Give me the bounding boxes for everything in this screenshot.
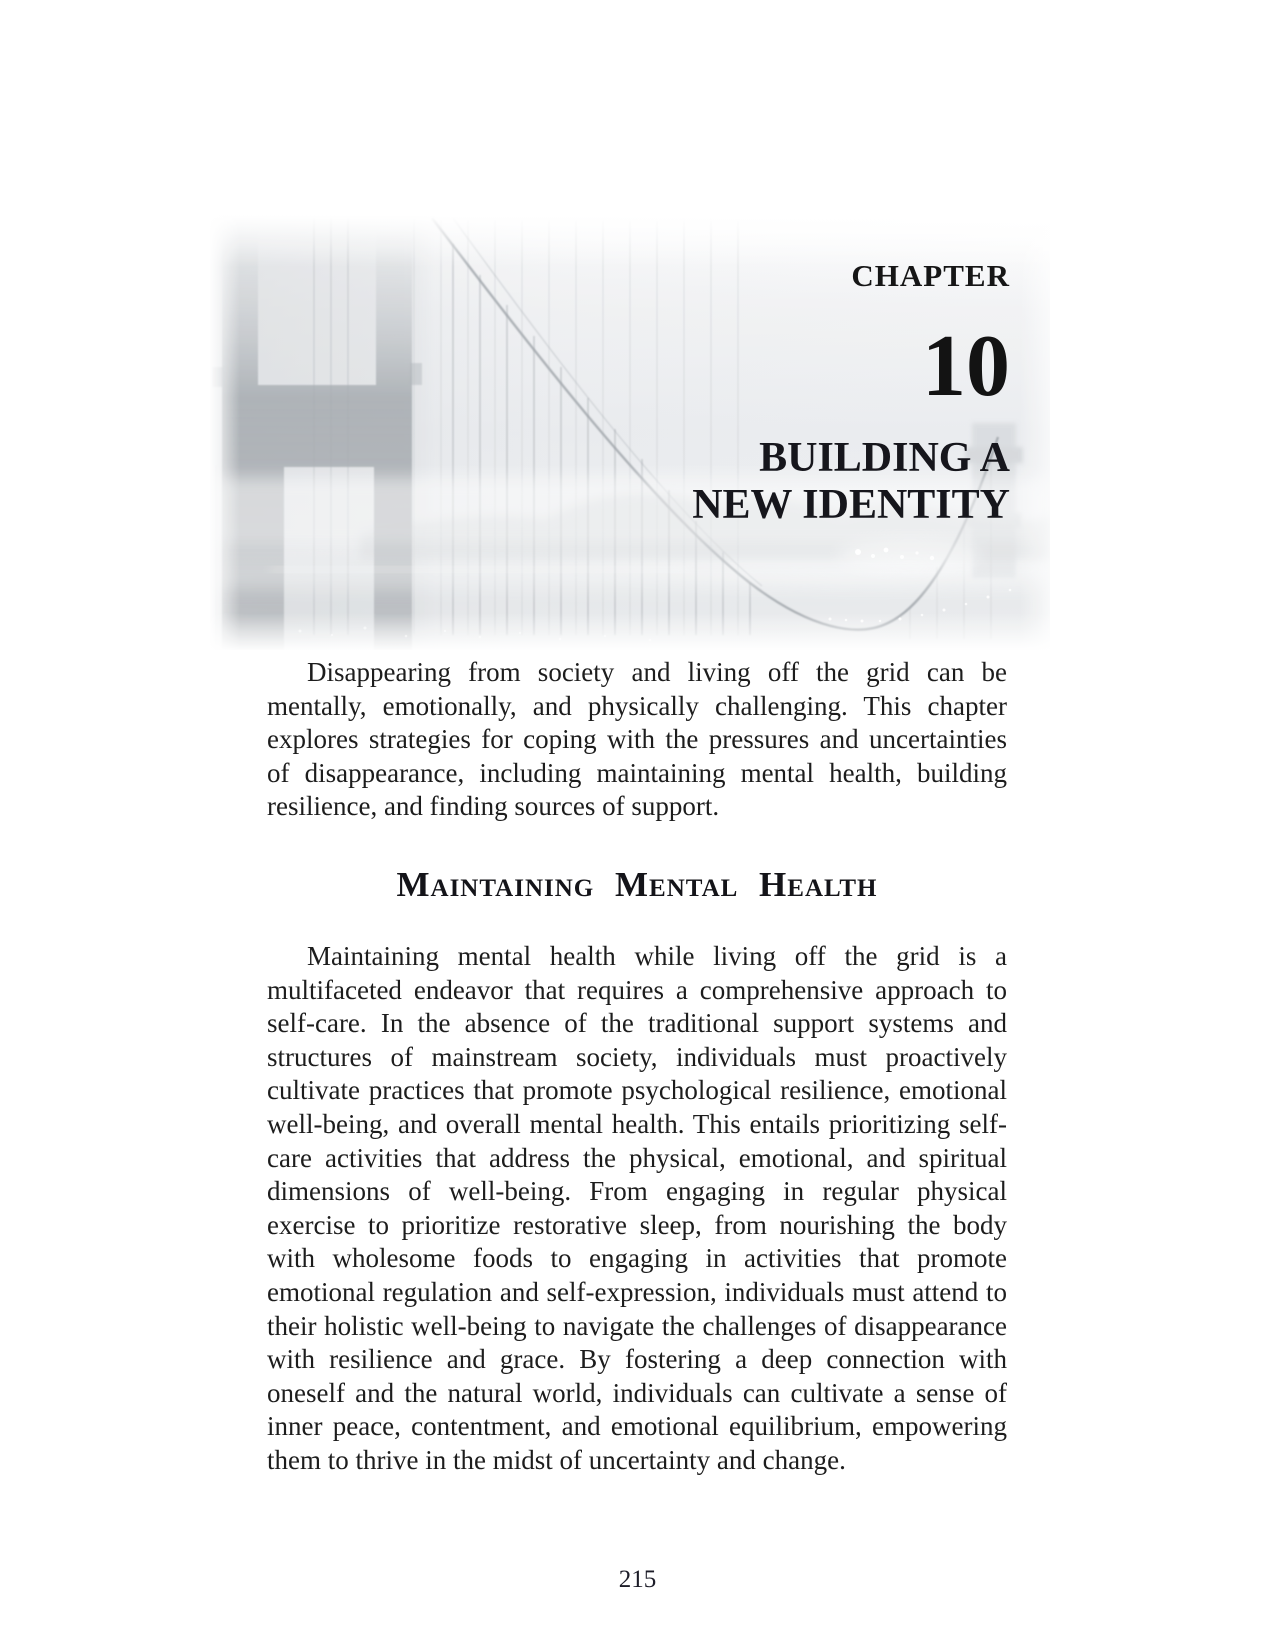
- body-text: [267, 648, 1007, 1477]
- intro-paragraph: [267, 656, 1007, 824]
- chapter-title-line2: NEW IDENTITY: [692, 482, 1010, 528]
- text-line: inner peace, contentment, and emotional equilibrium, empowering: [267, 1411, 1007, 1442]
- text-line: of disappearance, including maintaining mental health, building: [267, 757, 1007, 788]
- text-line: their holistic well-being to navigate the challenges of disappearance: [267, 1310, 1007, 1341]
- text-line: structures of mainstream society, individuals must proactively: [267, 1041, 1007, 1072]
- text-line: with wholesome foods to engaging in activities that promote: [267, 1243, 1007, 1274]
- text-line: care activities that address the physical, emotional, and spiritual: [267, 1142, 1007, 1173]
- section-heading: Maintaining Mental Health: [396, 864, 878, 904]
- text-line: self-care. In the absence of the traditional support systems and: [267, 1008, 1007, 1039]
- chapter-label: CHAPTER: [851, 258, 1010, 293]
- text-line: with resilience and grace. By fostering a deep connection with: [267, 1344, 1007, 1375]
- chapter-title: [550, 435, 1010, 529]
- text-line: Maintaining mental health while living off the grid is a: [307, 940, 1007, 971]
- body-paragraph: [267, 940, 1007, 1478]
- text-line: well-being, and overall mental health. This entails prioritizing self-: [267, 1108, 1007, 1139]
- text-line: oneself and the natural world, individuals can cultivate a sense of: [267, 1377, 1007, 1408]
- text-line: multifaceted endeavor that requires a comprehensive approach to: [267, 974, 1007, 1005]
- text-line: exercise to prioritize restorative sleep, from nourishing the body: [267, 1209, 1007, 1240]
- text-line: resilience, and finding sources of support.: [267, 791, 720, 822]
- chapter-header: [210, 215, 1050, 650]
- text-line: explores strategies for coping with the pressures and uncertainties: [267, 724, 1007, 755]
- text-line: Disappearing from society and living off the grid can be: [307, 657, 1007, 687]
- text-line: cultivate practices that promote psychological resilience, emotional: [267, 1075, 1007, 1106]
- text-line: them to thrive in the midst of uncertainty and change.: [267, 1444, 846, 1475]
- chapter-title-line1: BUILDING A: [759, 435, 1010, 481]
- text-line: dimensions of well-being. From engaging in regular physical: [267, 1176, 1007, 1207]
- chapter-number: 10: [922, 318, 1010, 415]
- page-number: 215: [618, 1566, 657, 1593]
- text-line: mentally, emotionally, and physically challenging. This chapter: [267, 690, 1007, 721]
- text-line: emotional regulation and self-expression, individuals must attend to: [267, 1276, 1007, 1307]
- chapter-header-text: [550, 215, 1010, 529]
